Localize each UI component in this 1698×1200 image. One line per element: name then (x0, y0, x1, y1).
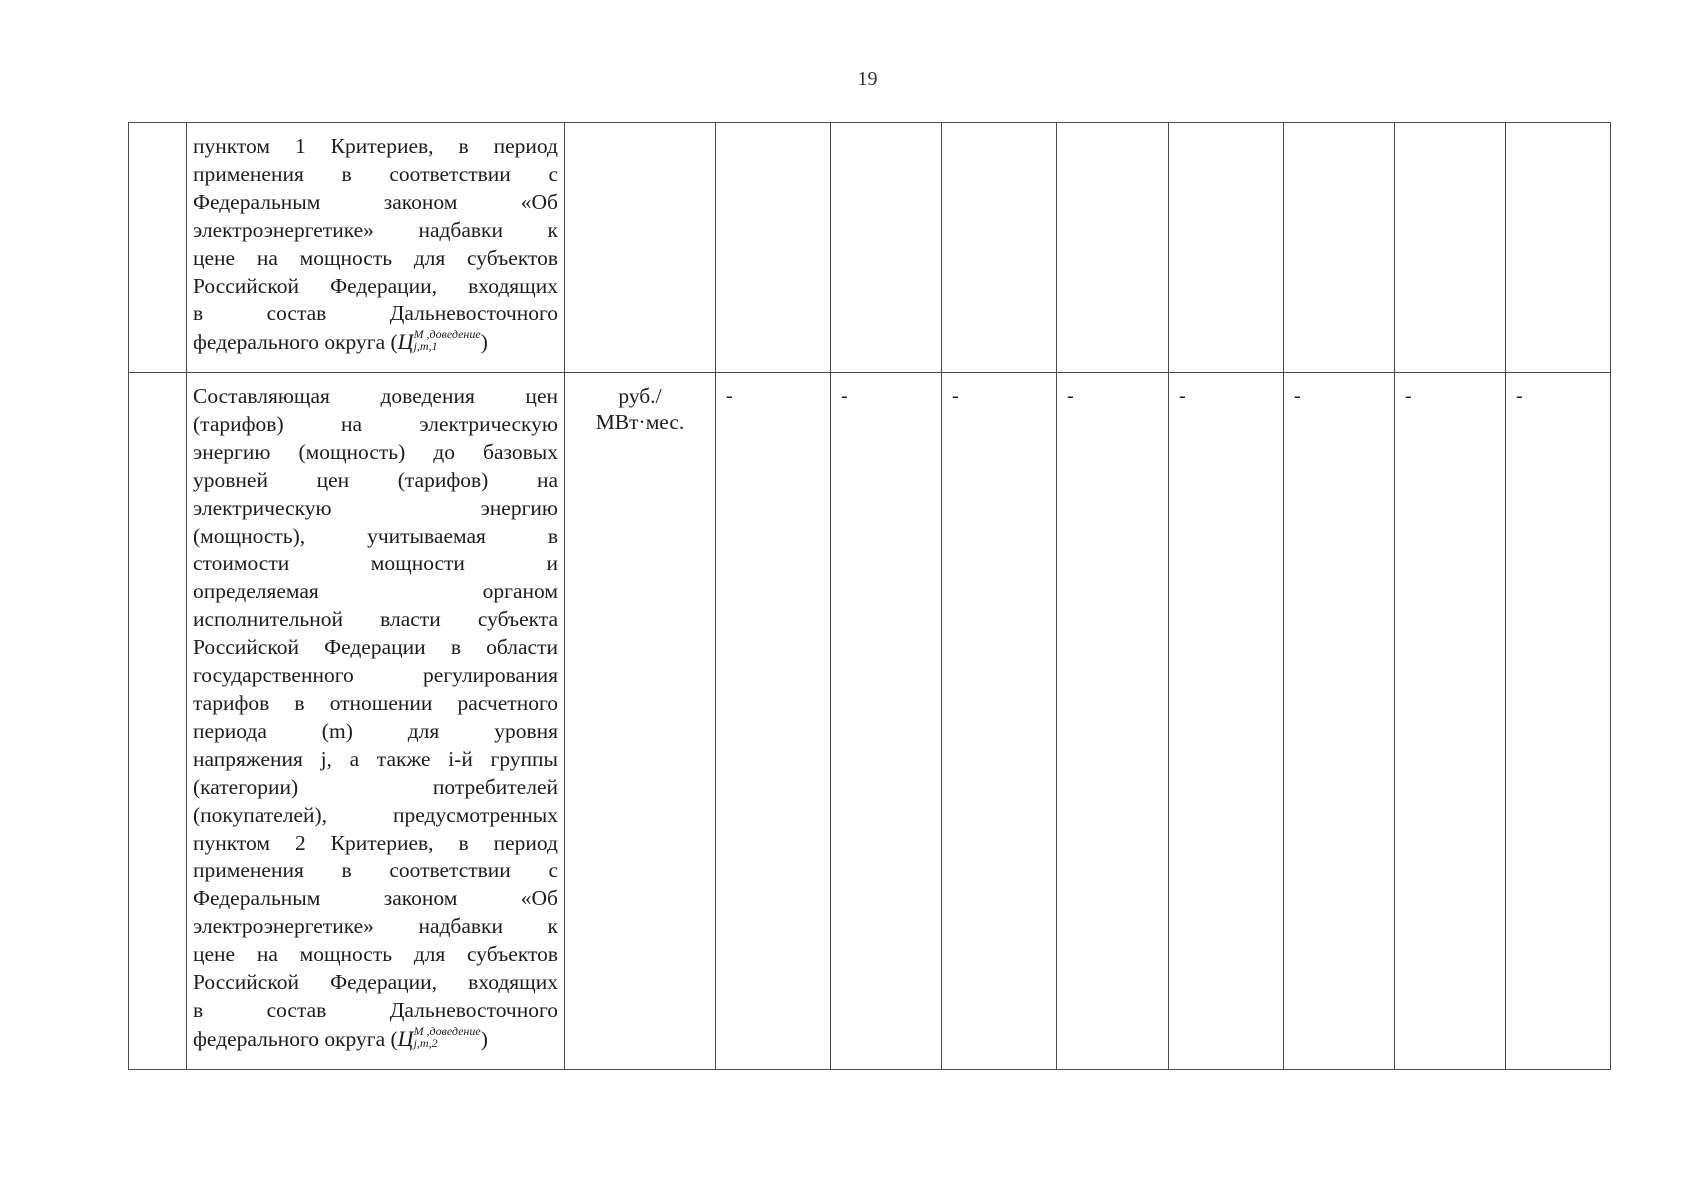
description-line: цене на мощность для субъектов (193, 942, 558, 967)
value-cell (831, 123, 942, 373)
formula-close: ) (480, 1026, 488, 1051)
table-body (129, 123, 1611, 1070)
description-line: Федеральным законом «Об (193, 886, 558, 911)
unit-cell (565, 373, 716, 1070)
description-line: электроэнергетике» надбавки к (193, 217, 558, 242)
table-row (129, 373, 1611, 1070)
page-number: 19 (857, 68, 878, 90)
description-line: государственного регулирования (193, 663, 558, 688)
formula-subscript: j,m,2 (413, 1035, 438, 1050)
formula-indices (414, 1025, 481, 1049)
description-line: тарифов в отношении расчетного (193, 690, 558, 715)
description-line: электрическую энергию (193, 495, 558, 520)
description-cell (187, 123, 565, 373)
description-line: федерального округа ( (193, 330, 398, 355)
value-cell (1395, 123, 1506, 373)
value-cell: - (831, 373, 942, 1070)
description-cell (187, 373, 565, 1070)
row-index-cell (129, 123, 187, 373)
value-cell: - (1057, 373, 1169, 1070)
formula-close: ) (480, 330, 488, 355)
description-line: периода (m) для уровня (193, 718, 558, 743)
formula-main: Ц (397, 329, 414, 355)
description-line: в состав Дальневосточного (193, 301, 558, 326)
description-line: уровней цен (тарифов) на (193, 467, 558, 492)
unit-line: МВт·мес. (595, 410, 685, 434)
description-line: напряжения j, а также i-й группы (193, 746, 558, 771)
description-line: пунктом 1 Критериев, в период (193, 134, 558, 158)
description-line: (тарифов) на электрическую (193, 411, 558, 436)
value-cell (1057, 123, 1169, 373)
description-line: стоимости мощности и (193, 551, 558, 576)
unit-line: руб./ (618, 384, 662, 408)
value-cell: - (1506, 373, 1611, 1070)
description-text (193, 133, 558, 357)
description-line: Составляющая доведения цен (193, 384, 558, 408)
criteria-table (128, 122, 1611, 1070)
description-line-formula (193, 328, 558, 357)
value-cell (1284, 123, 1395, 373)
description-line: определяемая органом (193, 579, 558, 604)
description-line: Российской Федерации в области (193, 635, 558, 660)
formula-superscript: M ,доведение (413, 327, 481, 342)
formula-superscript: M ,доведение (413, 1023, 481, 1038)
description-line: (покупателей), предусмотренных (193, 802, 558, 827)
value-cell (716, 123, 831, 373)
formula-indices (414, 328, 481, 352)
description-line: Российской Федерации, входящих (193, 970, 558, 995)
value-cell (1506, 123, 1611, 373)
formula-symbol (397, 1023, 481, 1051)
description-text (193, 383, 558, 1054)
value-cell: - (1169, 373, 1284, 1070)
description-line: федерального округа ( (193, 1026, 398, 1051)
value-cell: - (1395, 373, 1506, 1070)
description-line: (категории) потребителей (193, 774, 558, 799)
description-line: (мощность), учитываемая в (193, 523, 558, 548)
description-line: исполнительной власти субъекта (193, 607, 558, 632)
description-line: Российской Федерации, входящих (193, 273, 558, 298)
description-line: энергию (мощность) до базовых (193, 439, 558, 464)
value-cell: - (716, 373, 831, 1070)
description-line: Федеральным законом «Об (193, 189, 558, 214)
value-cell (942, 123, 1057, 373)
value-cell: - (1284, 373, 1395, 1070)
unit-cell (565, 123, 716, 373)
value-cell: - (942, 373, 1057, 1070)
table-row (129, 123, 1611, 373)
formula-main: Ц (397, 1025, 414, 1051)
description-line: цене на мощность для субъектов (193, 245, 558, 270)
formula-symbol (397, 327, 481, 355)
description-line-formula (193, 1025, 558, 1054)
description-line: в состав Дальневосточного (193, 997, 558, 1022)
description-line: электроэнергетике» надбавки к (193, 914, 558, 939)
formula-subscript: j,m,1 (413, 339, 438, 354)
description-line: применения в соответствии с (193, 161, 558, 186)
row-index-cell (129, 373, 187, 1070)
value-cell (1169, 123, 1284, 373)
description-line: пунктом 2 Критериев, в период (193, 830, 558, 855)
description-line: применения в соответствии с (193, 858, 558, 883)
